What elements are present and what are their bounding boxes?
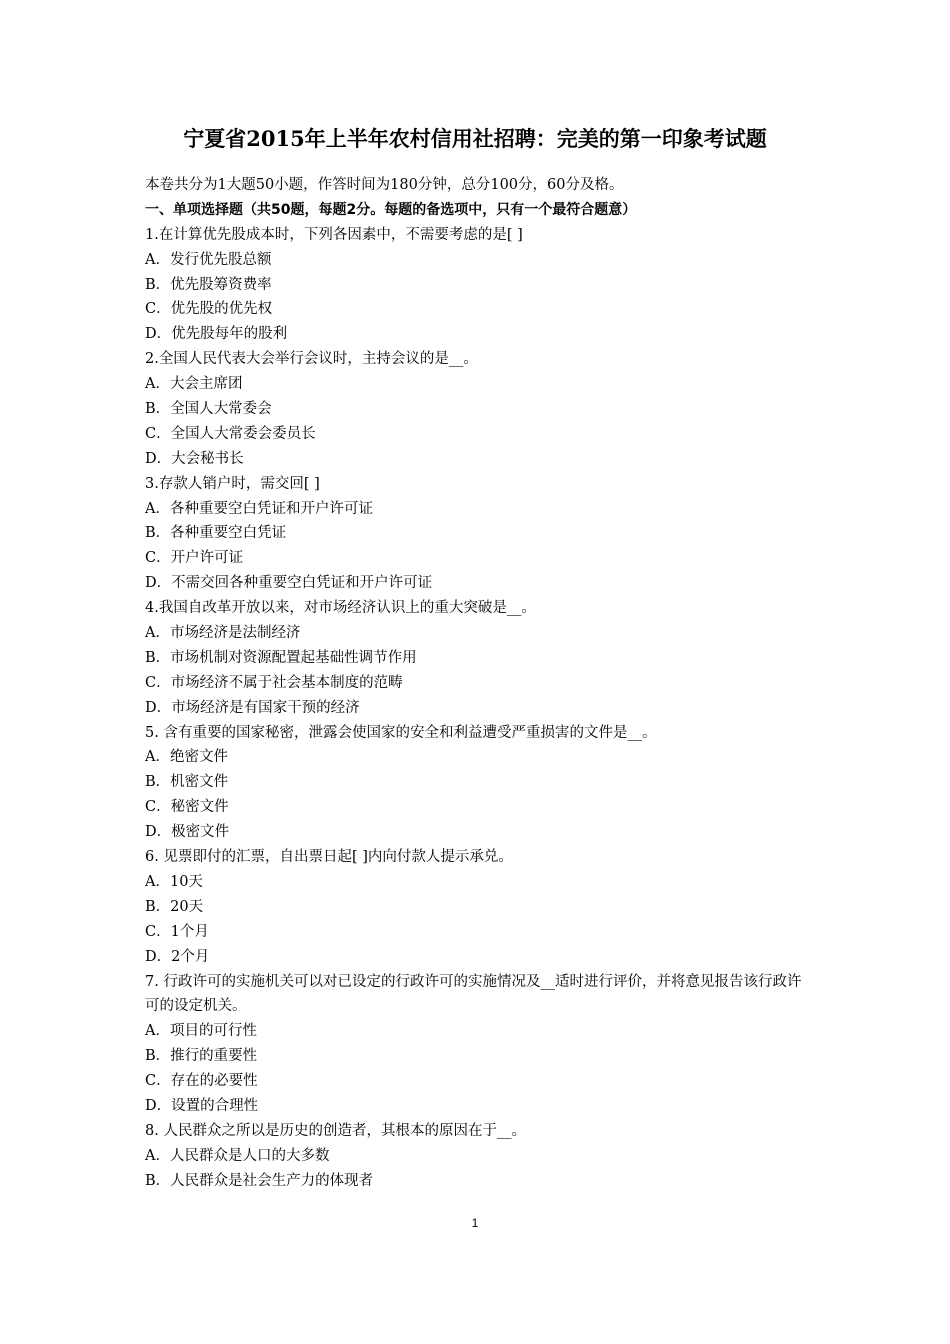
option-c: C．市场经济不属于社会基本制度的范畴: [145, 674, 403, 691]
question-text: 1.在计算优先股成本时，下列各因素中，不需要考虑的是[ ]: [145, 226, 523, 243]
option-a: A．各种重要空白凭证和开户许可证: [145, 500, 373, 517]
question-text: 5. 含有重要的国家秘密，泄露会使国家的安全和利益遭受严重损害的文件是__。: [145, 724, 657, 741]
page-number: 1: [471, 1216, 479, 1230]
question-4: [145, 596, 815, 720]
option-a: A．项目的可行性: [145, 1023, 257, 1040]
option-a: A．人民群众是人口的大多数: [145, 1147, 330, 1164]
question-5: [145, 721, 815, 845]
option-b: B．人民群众是社会生产力的体现者: [145, 1172, 374, 1189]
option-b: B．推行的重要性: [145, 1048, 258, 1065]
option-c: C．1个月: [145, 923, 209, 940]
option-c: C．优先股的优先权: [145, 301, 273, 318]
option-a: A．绝密文件: [145, 749, 228, 766]
question-6: [145, 845, 815, 969]
option-b: B．各种重要空白凭证: [145, 525, 287, 542]
option-d: D．不需交回各种重要空白凭证和开户许可证: [145, 575, 433, 592]
option-b: B．优先股筹资费率: [145, 276, 272, 293]
option-d: D．大会秘书长: [145, 450, 244, 467]
question-text: 6. 见票即付的汇票，自出票日起[ ]内向付款人提示承兑。: [145, 849, 513, 866]
option-d: D．极密文件: [145, 824, 230, 841]
option-a: A．发行优先股总额: [145, 251, 272, 268]
question-8: [145, 1119, 815, 1194]
question-text: 3.存款人销户时，需交回[ ]: [145, 475, 320, 492]
option-c: C．秘密文件: [145, 799, 229, 816]
question-3: [145, 472, 815, 596]
option-b: B．市场机制对资源配置起基础性调节作用: [145, 649, 417, 666]
document-title: 宁夏省2015年上半年农村信用社招聘：完美的第一印象考试题: [183, 126, 767, 151]
option-d: D．2个月: [145, 948, 210, 965]
question-1: [145, 223, 815, 347]
document-body: [145, 173, 815, 1194]
option-b: B．机密文件: [145, 774, 229, 791]
option-c: C．开户许可证: [145, 550, 244, 567]
option-b: B．20天: [145, 898, 204, 915]
option-b: B．全国人大常委会: [145, 401, 272, 418]
question-text: 2.全国人民代表大会举行会议时，主持会议的是__。: [145, 351, 478, 368]
option-c: C．全国人大常委会委员长: [145, 425, 316, 442]
option-a: A．大会主席团: [145, 376, 243, 393]
question-7: [145, 970, 815, 1119]
question-2: [145, 347, 815, 471]
question-text: 7. 行政许可的实施机关可以对已设定的行政许可的实施情况及__适时进行评价，并将意见报告该行政许可的设定机关。: [145, 973, 802, 1015]
option-d: D．市场经济是有国家干预的经济: [145, 699, 360, 716]
question-text: 8. 人民群众之所以是历史的创造者，其根本的原因在于__。: [145, 1122, 526, 1139]
option-d: D．优先股每年的股利: [145, 326, 288, 343]
option-c: C．存在的必要性: [145, 1073, 258, 1090]
exam-intro: 本卷共分为1大题50小题，作答时间为180分钟，总分100分，60分及格。: [145, 177, 624, 193]
section-heading: 一、单项选择题（共50题，每题2分。每题的备选项中，只有一个最符合题意）: [145, 201, 637, 218]
question-text: 4.我国自改革开放以来，对市场经济认识上的重大突破是__。: [145, 600, 536, 617]
option-d: D．设置的合理性: [145, 1097, 259, 1114]
option-a: A．市场经济是法制经济: [145, 625, 301, 642]
option-a: A．10天: [145, 873, 203, 890]
